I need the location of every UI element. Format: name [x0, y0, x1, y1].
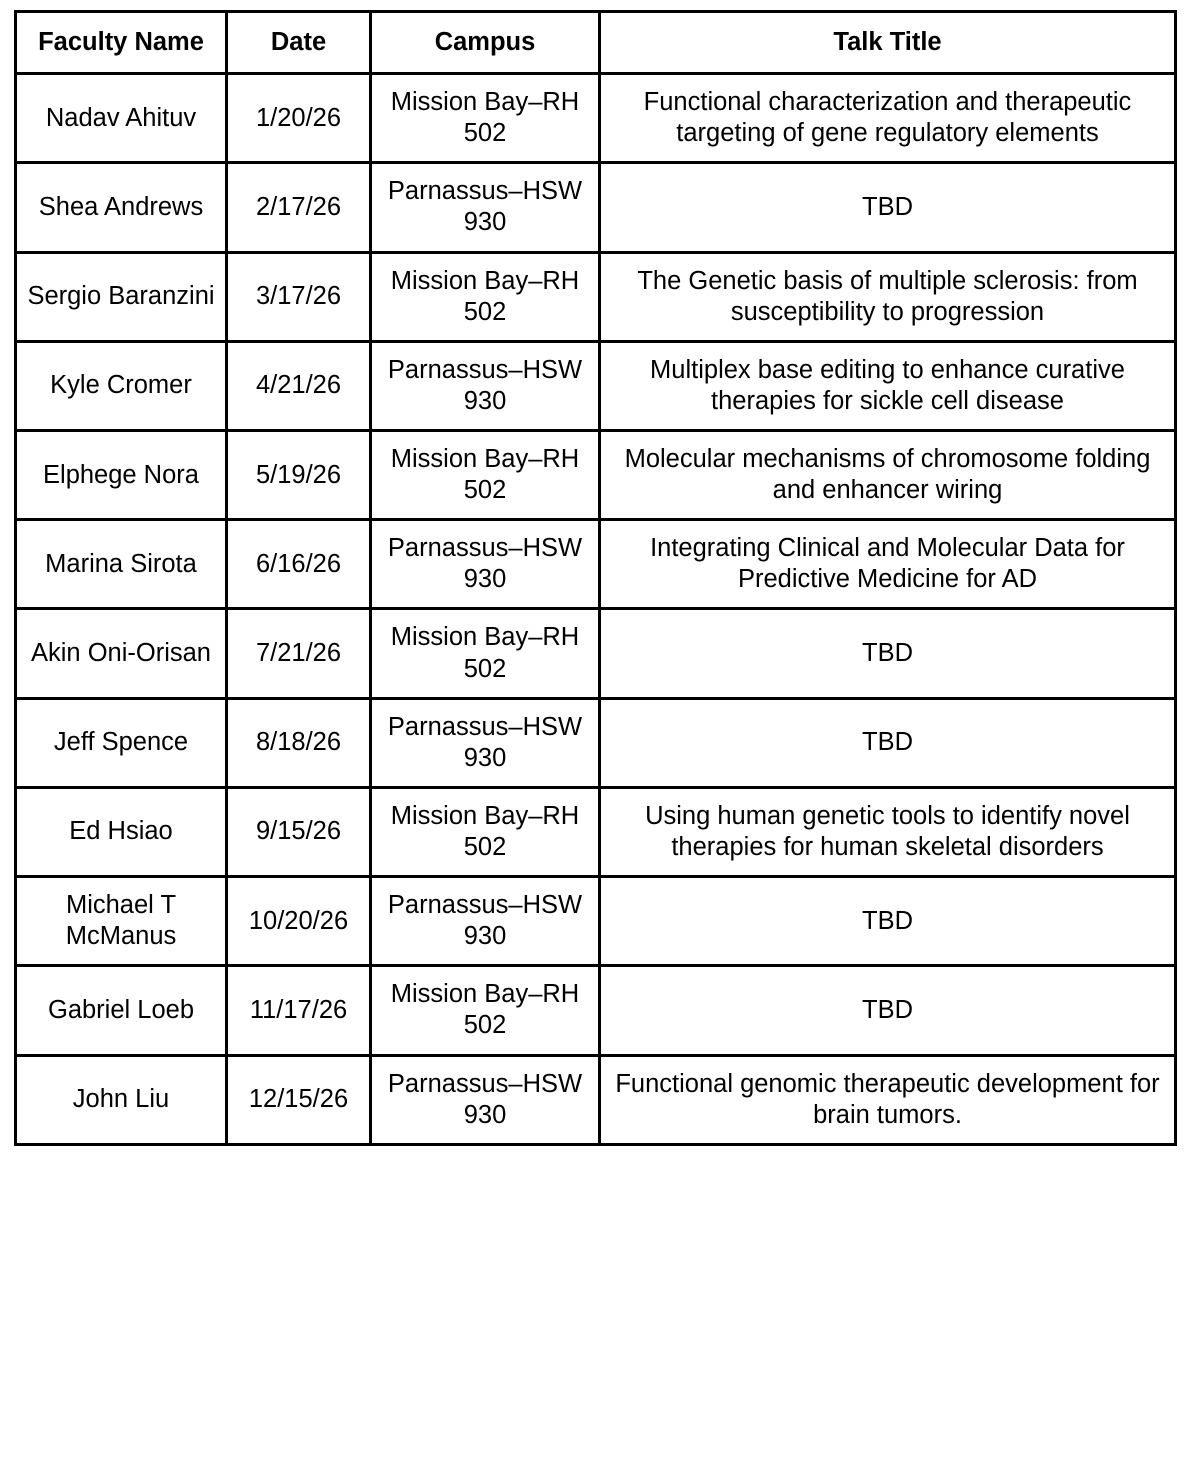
- cell-date: 9/15/26: [227, 787, 371, 876]
- cell-faculty-name: John Liu: [16, 1055, 227, 1144]
- cell-talk-title: The Genetic basis of multiple sclerosis: from susceptibility to progression: [600, 252, 1176, 341]
- table-row: [16, 252, 1176, 341]
- table-row: [16, 520, 1176, 609]
- table-header-row: [16, 12, 1176, 74]
- cell-campus: Parnassus–HSW 930: [371, 1055, 600, 1144]
- cell-campus: Parnassus–HSW 930: [371, 163, 600, 252]
- cell-talk-title: Functional genomic therapeutic development for brain tumors.: [600, 1055, 1176, 1144]
- cell-campus: Parnassus–HSW 930: [371, 698, 600, 787]
- cell-faculty-name: Elphege Nora: [16, 430, 227, 519]
- cell-campus: Parnassus–HSW 930: [371, 341, 600, 430]
- cell-campus: Mission Bay–RH 502: [371, 74, 600, 163]
- cell-talk-title: Molecular mechanisms of chromosome folding and enhancer wiring: [600, 430, 1176, 519]
- cell-faculty-name: Kyle Cromer: [16, 341, 227, 430]
- table-row: [16, 877, 1176, 966]
- cell-campus: Parnassus–HSW 930: [371, 520, 600, 609]
- cell-talk-title: Functional characterization and therapeutic targeting of gene regulatory elements: [600, 74, 1176, 163]
- cell-faculty-name: Michael T McManus: [16, 877, 227, 966]
- cell-campus: Parnassus–HSW 930: [371, 877, 600, 966]
- table-row: [16, 966, 1176, 1055]
- cell-date: 7/21/26: [227, 609, 371, 698]
- cell-campus: Mission Bay–RH 502: [371, 252, 600, 341]
- cell-date: 1/20/26: [227, 74, 371, 163]
- table-row: [16, 341, 1176, 430]
- cell-campus: Mission Bay–RH 502: [371, 430, 600, 519]
- column-header-date: Date: [227, 12, 371, 74]
- cell-talk-title: TBD: [600, 877, 1176, 966]
- cell-talk-title: TBD: [600, 163, 1176, 252]
- cell-faculty-name: Shea Andrews: [16, 163, 227, 252]
- cell-faculty-name: Ed Hsiao: [16, 787, 227, 876]
- table-row: [16, 163, 1176, 252]
- cell-date: 5/19/26: [227, 430, 371, 519]
- cell-date: 12/15/26: [227, 1055, 371, 1144]
- cell-faculty-name: Marina Sirota: [16, 520, 227, 609]
- table-body: [16, 74, 1176, 1145]
- cell-campus: Mission Bay–RH 502: [371, 609, 600, 698]
- cell-date: 10/20/26: [227, 877, 371, 966]
- column-header-talk-title: Talk Title: [600, 12, 1176, 74]
- table-row: [16, 609, 1176, 698]
- table-row: [16, 1055, 1176, 1144]
- column-header-faculty-name: Faculty Name: [16, 12, 227, 74]
- table-row: [16, 698, 1176, 787]
- cell-talk-title: Multiplex base editing to enhance curative therapies for sickle cell disease: [600, 341, 1176, 430]
- cell-date: 4/21/26: [227, 341, 371, 430]
- cell-talk-title: TBD: [600, 698, 1176, 787]
- cell-date: 6/16/26: [227, 520, 371, 609]
- cell-date: 8/18/26: [227, 698, 371, 787]
- table-row: [16, 74, 1176, 163]
- column-header-campus: Campus: [371, 12, 600, 74]
- seminar-schedule-table: [14, 10, 1177, 1146]
- cell-date: 3/17/26: [227, 252, 371, 341]
- cell-talk-title: Using human genetic tools to identify novel therapies for human skeletal disorders: [600, 787, 1176, 876]
- cell-faculty-name: Nadav Ahituv: [16, 74, 227, 163]
- cell-talk-title: TBD: [600, 609, 1176, 698]
- table-row: [16, 430, 1176, 519]
- cell-faculty-name: Akin Oni-Orisan: [16, 609, 227, 698]
- cell-faculty-name: Gabriel Loeb: [16, 966, 227, 1055]
- cell-talk-title: TBD: [600, 966, 1176, 1055]
- cell-date: 11/17/26: [227, 966, 371, 1055]
- cell-campus: Mission Bay–RH 502: [371, 966, 600, 1055]
- table-header: [16, 12, 1176, 74]
- cell-date: 2/17/26: [227, 163, 371, 252]
- cell-campus: Mission Bay–RH 502: [371, 787, 600, 876]
- cell-faculty-name: Sergio Baranzini: [16, 252, 227, 341]
- cell-faculty-name: Jeff Spence: [16, 698, 227, 787]
- cell-talk-title: Integrating Clinical and Molecular Data for Predictive Medicine for AD: [600, 520, 1176, 609]
- table-row: [16, 787, 1176, 876]
